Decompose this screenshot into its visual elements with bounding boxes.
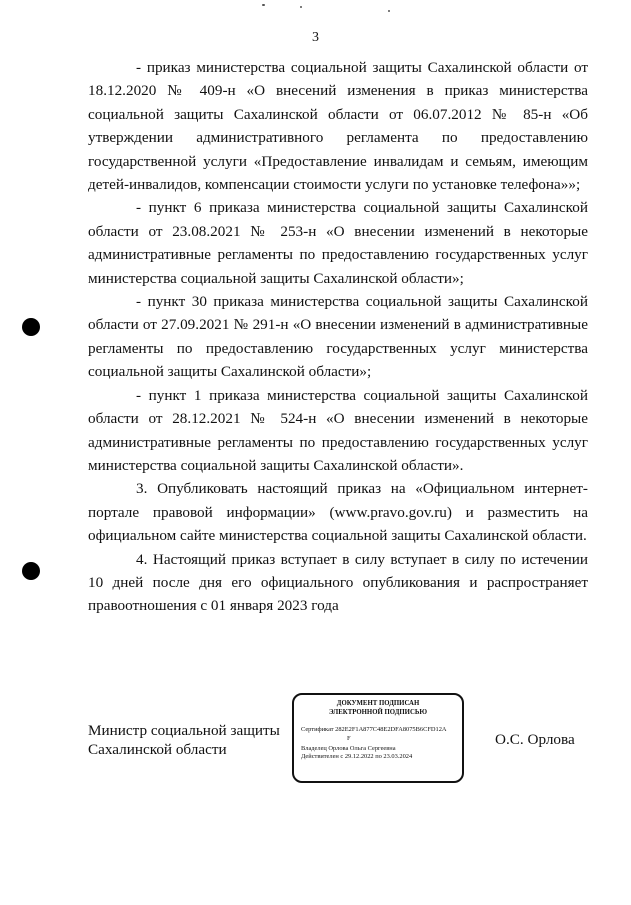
list-item-order-409n: - приказ министерства социальной защиты Сахалинской области от 18.12.2020 № 409-н «О внесений изменения в приказ министерства социальной защиты Сахалинской области от 06.07.2012 № 85-н «Об утверждении административного регламента по предоставлению государственной услуги «Предоставление инвалидам и семьям, имеющим детей-инвалидов, компенсации стоимости услуги по установке телефона»»; [88, 59, 588, 194]
stamp-certificate-cont: F [347, 734, 351, 742]
scan-speck [262, 4, 265, 6]
stamp-owner: Владелец Орлова Ольга Сергеевна [301, 745, 396, 752]
signer-position-line2: Сахалинской области [88, 741, 227, 758]
list-item-order-253n: - пункт 6 приказа министерства социальной защиты Сахалинской области от 23.08.2021 № 253-н «О внесении изменений в некоторые административные регламенты по предоставлению государственных услуг министерства социальной защиты Сахалинской области»; [88, 199, 588, 287]
stamp-title-line2: ЭЛЕКТРОННОЙ ПОДПИСЬЮ [328, 708, 428, 716]
punch-hole-mark [22, 318, 40, 336]
list-item-order-524n: - пункт 1 приказа министерства социальной защиты Сахалинской области от 28.12.2021 № 524-н «О внесении изменений в некоторые административные регламенты по предоставлению государственных услуг министерства социальной защиты Сахалинской области». [88, 386, 588, 474]
stamp-validity: Действителен с 29.12.2022 по 23.03.2024 [301, 753, 413, 761]
clause-3-publication: 3. Опубликовать настоящий приказ на «Официальном интернет-портале правовой информации» (www.pravo.gov.ru) и разместить на официальном сайте министерства социальной защиты Сахалинской области. [88, 480, 588, 545]
punch-hole-mark [22, 562, 40, 580]
scan-speck [300, 6, 302, 8]
clause-4-effective-date: 4. Настоящий приказ вступает в силу вступает в силу по истечении 10 дней после дня его официального опубликования и распространяет правоотношения с 01 января 2023 года [88, 550, 588, 615]
stamp-title-line1: ДОКУМЕНТ ПОДПИСАН [336, 700, 420, 707]
list-item-order-291n: - пункт 30 приказа министерства социальной защиты Сахалинской области от 27.09.2021 № 291-н «О внесении изменений в административные регламенты по предоставлению государственных услуг министерства социальной защиты Сахалинской области»; [88, 293, 588, 381]
stamp-certificate: Сертификат 282E2F1A877C48E2DFA8075B6CFD12A [301, 726, 447, 734]
electronic-signature-stamp [292, 693, 464, 783]
scan-speck [388, 10, 390, 12]
signer-position [88, 721, 280, 759]
signer-position-line1: Министр социальной защиты [88, 722, 280, 739]
page-number: 3 [312, 30, 319, 45]
document-body [88, 56, 588, 618]
signer-name: О.С. Орлова [495, 731, 575, 748]
